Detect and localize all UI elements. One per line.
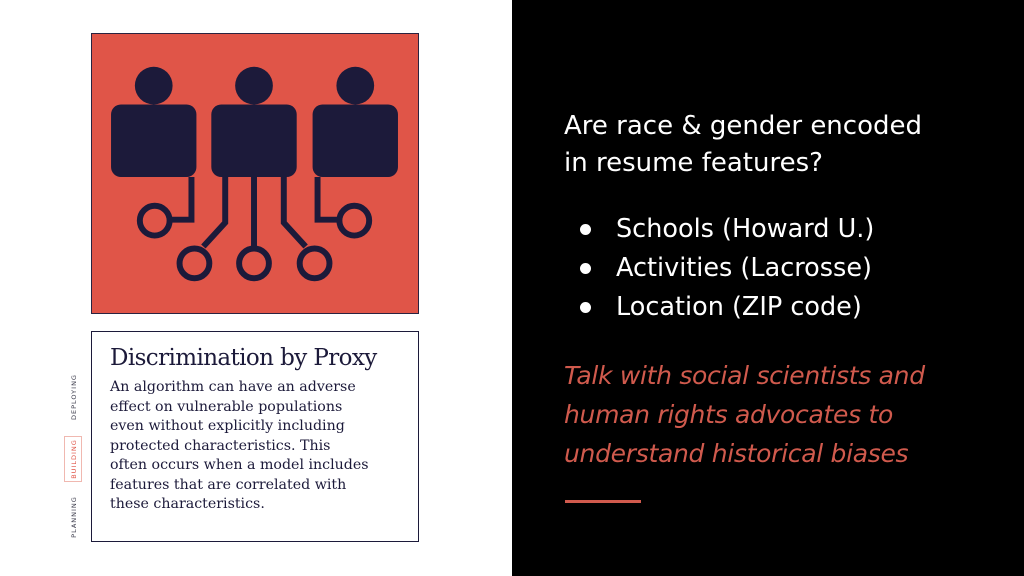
card-body-line: protected characteristics. This [110,437,331,454]
illustration [91,33,419,314]
card-body-line: features that are correlated with [110,476,347,493]
list-item-label: Activities (Lacrosse) [616,253,872,283]
callout-line: Talk with social scientists and [564,361,925,390]
card-body-line: effect on vulnerable populations [110,398,343,415]
bullet-dot-icon [580,302,591,313]
callout-line: understand historical biases [564,439,909,468]
card-body-line: An algorithm can have an adverse [110,379,356,395]
stage-label-deploying: DEPLOYING [70,374,78,420]
question-line: in resume features? [564,148,823,178]
list-item-label: Location (ZIP code) [616,292,862,322]
feature-list [580,210,874,327]
callout-line: human rights advocates to [564,400,893,429]
stage-label-building: BUILDING [70,439,78,479]
bullet-dot-icon [580,224,591,235]
definition-card [91,331,419,542]
callout-text [564,356,1004,473]
card-title: Discrimination by Proxy [110,345,377,371]
card-body-line: often occurs when a model includes [110,457,369,473]
list-item [580,249,874,288]
list-item-label: Schools (Howard U.) [616,214,875,244]
stage-label-planning: PLANNING [70,496,78,538]
card-body [110,378,402,515]
bullet-dot-icon [580,263,591,274]
list-item [580,288,874,327]
people-network-icon [92,34,418,313]
question-heading [564,108,984,182]
card-body-line: even without explicitly including [110,418,345,434]
accent-divider [565,500,641,503]
list-item [580,210,874,249]
question-line: Are race & gender encoded [564,111,922,141]
card-body-line: these characteristics. [110,496,265,512]
